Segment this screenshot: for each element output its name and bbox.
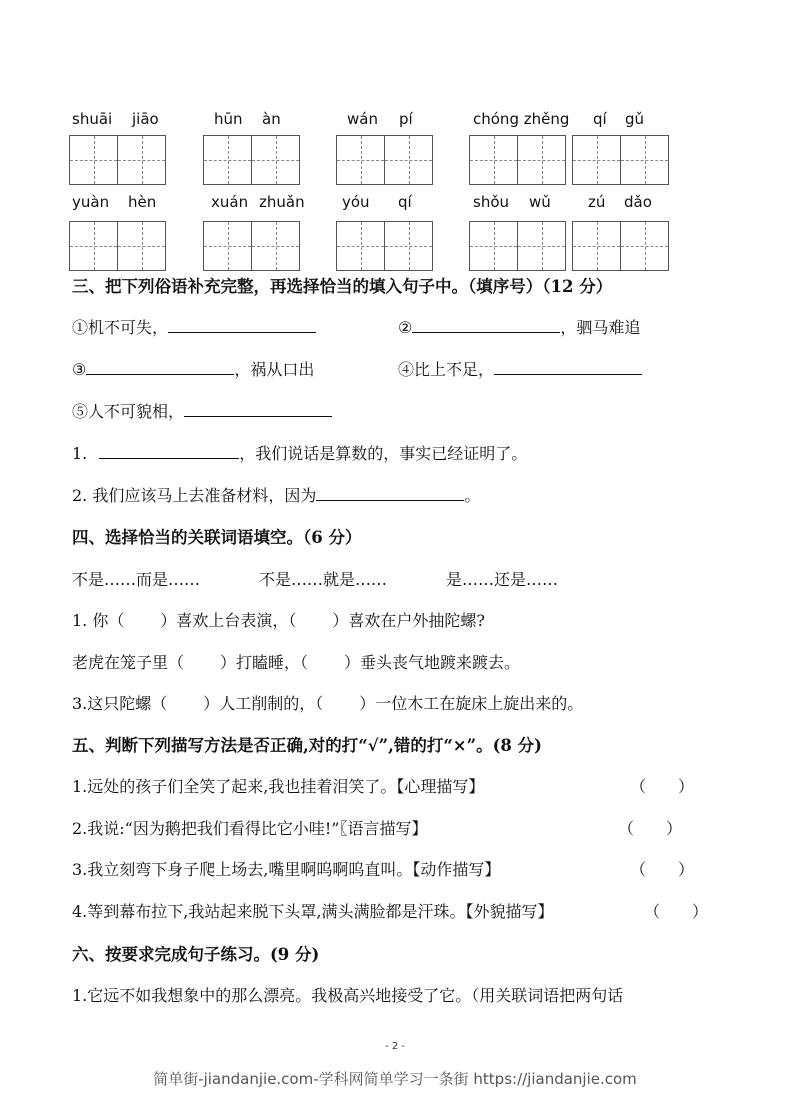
- answer-blank[interactable]: [412, 318, 560, 333]
- pinyin-label: yuàn: [72, 193, 110, 211]
- question-text: ）垂头丧气地踱来踱去。: [344, 653, 521, 672]
- question-text: ）打瞌睡，（: [220, 653, 309, 672]
- answer-blank[interactable]: [99, 444, 239, 459]
- writing-grid[interactable]: [469, 135, 566, 185]
- section6-title: 六、按要求完成句子练习。(9 分): [72, 945, 320, 964]
- question-number: 1.: [72, 444, 88, 463]
- question-text: ）喜欢上台表演，（: [160, 611, 297, 630]
- judge-item-2-paren[interactable]: （ ）: [618, 819, 683, 838]
- question-text: 老虎在笼子里（: [72, 653, 185, 672]
- writing-grid[interactable]: [203, 221, 300, 271]
- judge-item-4-paren[interactable]: （ ）: [644, 902, 709, 921]
- sentence-text: 2. 我们应该马上去准备材料，因为: [72, 486, 317, 505]
- writing-grid[interactable]: [572, 221, 669, 271]
- proverb-5: [72, 399, 332, 422]
- pinyin-label: yóu: [342, 193, 370, 211]
- pinyin-label: pí: [399, 110, 413, 128]
- writing-grid[interactable]: [469, 221, 566, 271]
- proverb-3: [72, 357, 314, 380]
- sentence-end: 。: [464, 486, 481, 505]
- question-text: ）一位木工在旋床上旋出来的。: [359, 694, 584, 713]
- proverb-2: [398, 315, 640, 338]
- proverb-text: ⑤人不可貌相，: [72, 402, 185, 421]
- pinyin-label: hūn: [214, 110, 243, 128]
- answer-blank[interactable]: [86, 360, 234, 375]
- proverb-text: ②: [398, 318, 413, 337]
- proverb-text: ④比上不足，: [398, 360, 495, 379]
- section3-title: 三、把下列俗语补充完整，再选择恰当的填入句子中。（填序号）（12 分）: [72, 277, 613, 296]
- sentence-2: [72, 483, 480, 506]
- pinyin-label: shuāi: [72, 110, 113, 128]
- question-text: 1. 你（: [72, 611, 125, 630]
- conjunction-q3: [72, 691, 583, 714]
- section4-title: 四、选择恰当的关联词语填空。（6 分）: [72, 528, 362, 547]
- writing-grid[interactable]: [336, 221, 433, 271]
- pinyin-label: zú: [588, 193, 606, 211]
- conjunction-option: 不是……就是……: [259, 570, 388, 589]
- conjunction-option: 不是……而是……: [72, 570, 201, 589]
- writing-grid[interactable]: [336, 135, 433, 185]
- pinyin-label: hèn: [128, 193, 157, 211]
- pinyin-label: jiāo: [132, 110, 159, 128]
- question-text: ）喜欢在户外抽陀螺?: [332, 611, 485, 630]
- proverb-1: [72, 315, 316, 338]
- question-text: ）人工削制的，（: [203, 694, 324, 713]
- answer-blank[interactable]: [494, 360, 642, 375]
- conjunction-option: 是……还是……: [446, 570, 559, 589]
- judge-item-4-text: 4.等到幕布拉下,我站起来脱下头罩,满头满脸都是汗珠。【外貌描写】: [72, 902, 554, 921]
- page-number: - 2 -: [385, 1041, 405, 1052]
- pinyin-label: wán: [347, 110, 378, 128]
- judge-item-3-paren[interactable]: （ ）: [630, 860, 695, 879]
- pinyin-label: shǒu: [473, 193, 510, 211]
- pinyin-label: xuán: [211, 193, 249, 211]
- pinyin-label: dǎo: [624, 193, 652, 211]
- pinyin-label: chóng zhěng: [473, 110, 570, 128]
- question-text: 3.这只陀螺（: [72, 694, 168, 713]
- conjunction-q2: [72, 650, 520, 673]
- judge-item-1-text: 1.远处的孩子们全笑了起来,我也挂着泪笑了。【心理描写】: [72, 777, 485, 796]
- judge-item-1-paren[interactable]: （ ）: [630, 777, 695, 796]
- proverb-text: ，驷马难追: [560, 318, 641, 337]
- writing-grid[interactable]: [69, 135, 166, 185]
- pinyin-label: wǔ: [529, 193, 551, 211]
- answer-blank[interactable]: [168, 318, 316, 333]
- pinyin-label: qí: [593, 110, 607, 128]
- footer-watermark: 简单街-jiandanjie.com-学科网简单学习一条街 https://jiandanjie.com: [153, 1070, 637, 1088]
- judge-item-2-text: 2.我说:“因为鹅把我们看得比它小哇!”〖语言描写】: [72, 819, 428, 838]
- writing-grid[interactable]: [572, 135, 669, 185]
- section5-title: 五、判断下列描写方法是否正确,对的打“√”,错的打“×”。(8 分): [72, 736, 542, 755]
- conjunction-q1: [72, 608, 485, 631]
- proverb-text: ①机不可失，: [72, 318, 169, 337]
- pinyin-label: zhuǎn: [259, 193, 305, 211]
- writing-grid[interactable]: [69, 221, 166, 271]
- pinyin-label: qí: [398, 193, 412, 211]
- sentence-text: ，我们说话是算数的，事实已经证明了。: [239, 444, 528, 463]
- answer-blank[interactable]: [184, 402, 332, 417]
- proverb-text: ③: [72, 360, 87, 379]
- pinyin-label: àn: [262, 110, 281, 128]
- writing-grid[interactable]: [203, 135, 300, 185]
- pinyin-label: gǔ: [625, 110, 645, 128]
- proverb-4: [398, 357, 642, 380]
- judge-item-3-text: 3.我立刻弯下身子爬上场去,嘴里啊呜啊呜直叫。【动作描写】: [72, 860, 501, 879]
- answer-blank[interactable]: [316, 486, 464, 501]
- sentence-exercise-1: 1.它远不如我想象中的那么漂亮。我极高兴地接受了它。（用关联词语把两句话: [72, 986, 624, 1005]
- proverb-text: ，祸从口出: [234, 360, 315, 379]
- sentence-1: [72, 441, 527, 464]
